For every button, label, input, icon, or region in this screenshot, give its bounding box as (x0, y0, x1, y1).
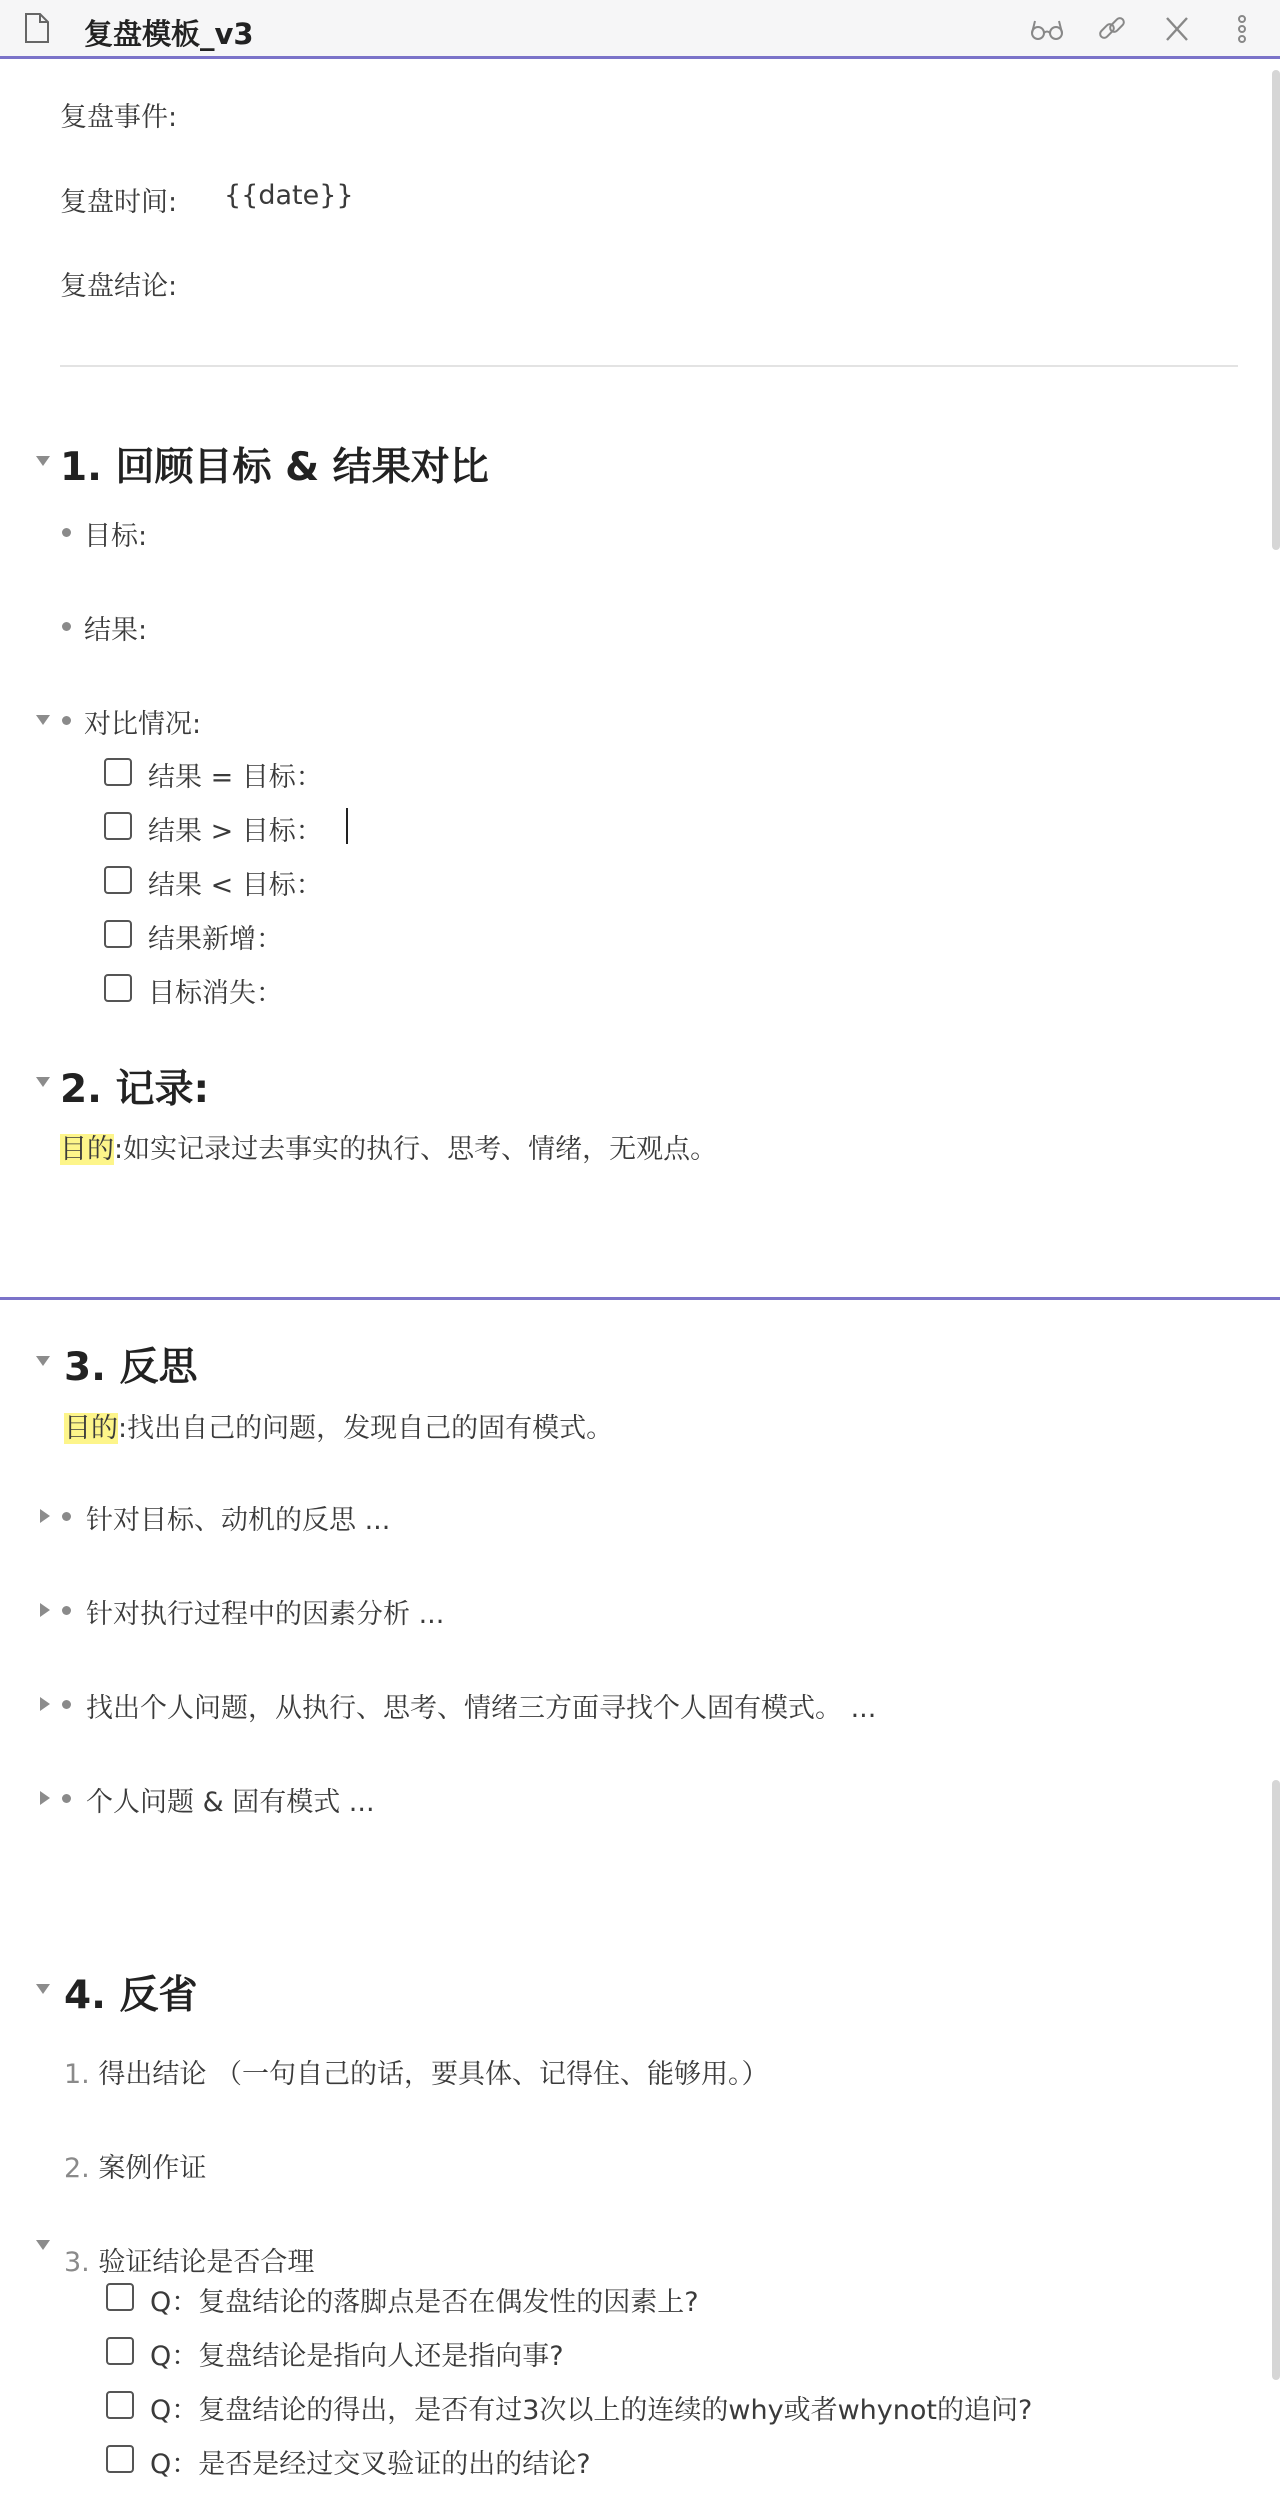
link-icon[interactable] (1095, 13, 1129, 45)
editor-pane-bottom (0, 1300, 1280, 2500)
list-item[interactable]: 找出个人问题，从执行、思考、情绪三方面寻找个人固有模式。 ... (86, 1693, 877, 1724)
bullet-icon (62, 1700, 71, 1709)
check-label: 结果 = 目标： (148, 762, 323, 793)
collapse-toggle-icon[interactable] (36, 456, 50, 466)
numbered-item (64, 2240, 314, 2279)
expand-toggle-icon[interactable] (40, 1791, 50, 1805)
time-label: 复盘时间: (60, 187, 178, 218)
close-icon[interactable] (1160, 13, 1194, 45)
check-label: Q：复盘结论的落脚点是否在偶发性的因素上? (150, 2287, 699, 2318)
checkbox[interactable] (104, 974, 132, 1002)
event-label: 复盘事件: (60, 102, 178, 133)
heading-section-3: 3. 反思 (64, 1345, 198, 1390)
time-value: {{date}} (224, 180, 354, 211)
conclusion-label: 复盘结论: (60, 271, 178, 302)
compare-label: 对比情况: (84, 709, 202, 740)
heading-section-2: 2. 记录: (60, 1067, 210, 1112)
list-item[interactable]: 个人问题 & 固有模式 ... (86, 1787, 375, 1818)
list-item[interactable]: 针对执行过程中的因素分析 ... (86, 1599, 445, 1630)
numbered-item-text: 得出结论 （一句自己的话，要具体、记得住、能够用。） (98, 2059, 769, 2090)
scrollbar-top[interactable] (1272, 70, 1280, 550)
checkbox[interactable] (104, 812, 132, 840)
bullet-icon (62, 1794, 71, 1803)
text-caret (346, 808, 348, 844)
purpose-text: :找出自己的问题，发现自己的固有模式。 (118, 1413, 614, 1444)
note-title: 复盘模板_v3 (84, 17, 254, 51)
numbered-item (64, 2146, 206, 2185)
collapse-toggle-icon[interactable] (36, 1984, 50, 1994)
list-number: 1. (64, 2059, 90, 2090)
purpose-highlight: 目的 (64, 1413, 118, 1444)
goal-label: 目标: (84, 521, 148, 552)
collapse-toggle-icon[interactable] (36, 2240, 50, 2250)
numbered-item-text: 验证结论是否合理 (98, 2247, 315, 2278)
check-label: 目标消失： (148, 978, 283, 1009)
checkbox[interactable] (104, 920, 132, 948)
reading-glasses-icon[interactable] (1030, 13, 1064, 45)
check-label: 结果新增： (148, 924, 283, 955)
result-label: 结果: (84, 615, 148, 646)
check-label: 结果 > 目标： (148, 816, 323, 847)
purpose-line (60, 1127, 717, 1166)
check-label: 结果 < 目标： (148, 870, 323, 901)
divider (60, 365, 1238, 367)
purpose-text: :如实记录过去事实的执行、思考、情绪，无观点。 (114, 1134, 718, 1165)
heading-section-1: 1. 回顾目标 & 结果对比 (60, 445, 489, 490)
list-number: 2. (64, 2153, 90, 2184)
more-vertical-icon[interactable] (1225, 13, 1259, 45)
collapse-toggle-icon[interactable] (36, 1077, 50, 1087)
checkbox[interactable] (106, 2445, 134, 2473)
purpose-line (64, 1406, 613, 1445)
check-label: Q：复盘结论的得出，是否有过3次以上的连续的why或者whynot的追问? (150, 2395, 1033, 2426)
purpose-highlight: 目的 (60, 1134, 114, 1165)
list-item[interactable]: 针对目标、动机的反思 ... (86, 1505, 391, 1536)
check-label: Q：复盘结论是指向人还是指向事? (150, 2341, 564, 2372)
bullet-icon (62, 528, 71, 537)
scrollbar-bottom[interactable] (1272, 1780, 1280, 2380)
checkbox[interactable] (106, 2391, 134, 2419)
file-icon (24, 12, 50, 44)
numbered-item (64, 2052, 768, 2091)
tab-header (0, 0, 1280, 59)
expand-toggle-icon[interactable] (40, 1697, 50, 1711)
collapse-toggle-icon[interactable] (36, 1356, 50, 1366)
checkbox[interactable] (106, 2337, 134, 2365)
bullet-icon (62, 1512, 71, 1521)
collapse-toggle-icon[interactable] (36, 715, 50, 725)
bullet-icon (62, 622, 71, 631)
checkbox[interactable] (106, 2283, 134, 2311)
checkbox[interactable] (104, 758, 132, 786)
numbered-item-text: 案例作证 (98, 2153, 207, 2184)
expand-toggle-icon[interactable] (40, 1509, 50, 1523)
heading-section-4: 4. 反省 (64, 1973, 198, 2018)
check-label: Q：是否是经过交叉验证的出的结论? (150, 2449, 591, 2480)
bullet-icon (62, 716, 71, 725)
checkbox[interactable] (104, 866, 132, 894)
list-number: 3. (64, 2247, 90, 2278)
bullet-icon (62, 1606, 71, 1615)
expand-toggle-icon[interactable] (40, 1603, 50, 1617)
